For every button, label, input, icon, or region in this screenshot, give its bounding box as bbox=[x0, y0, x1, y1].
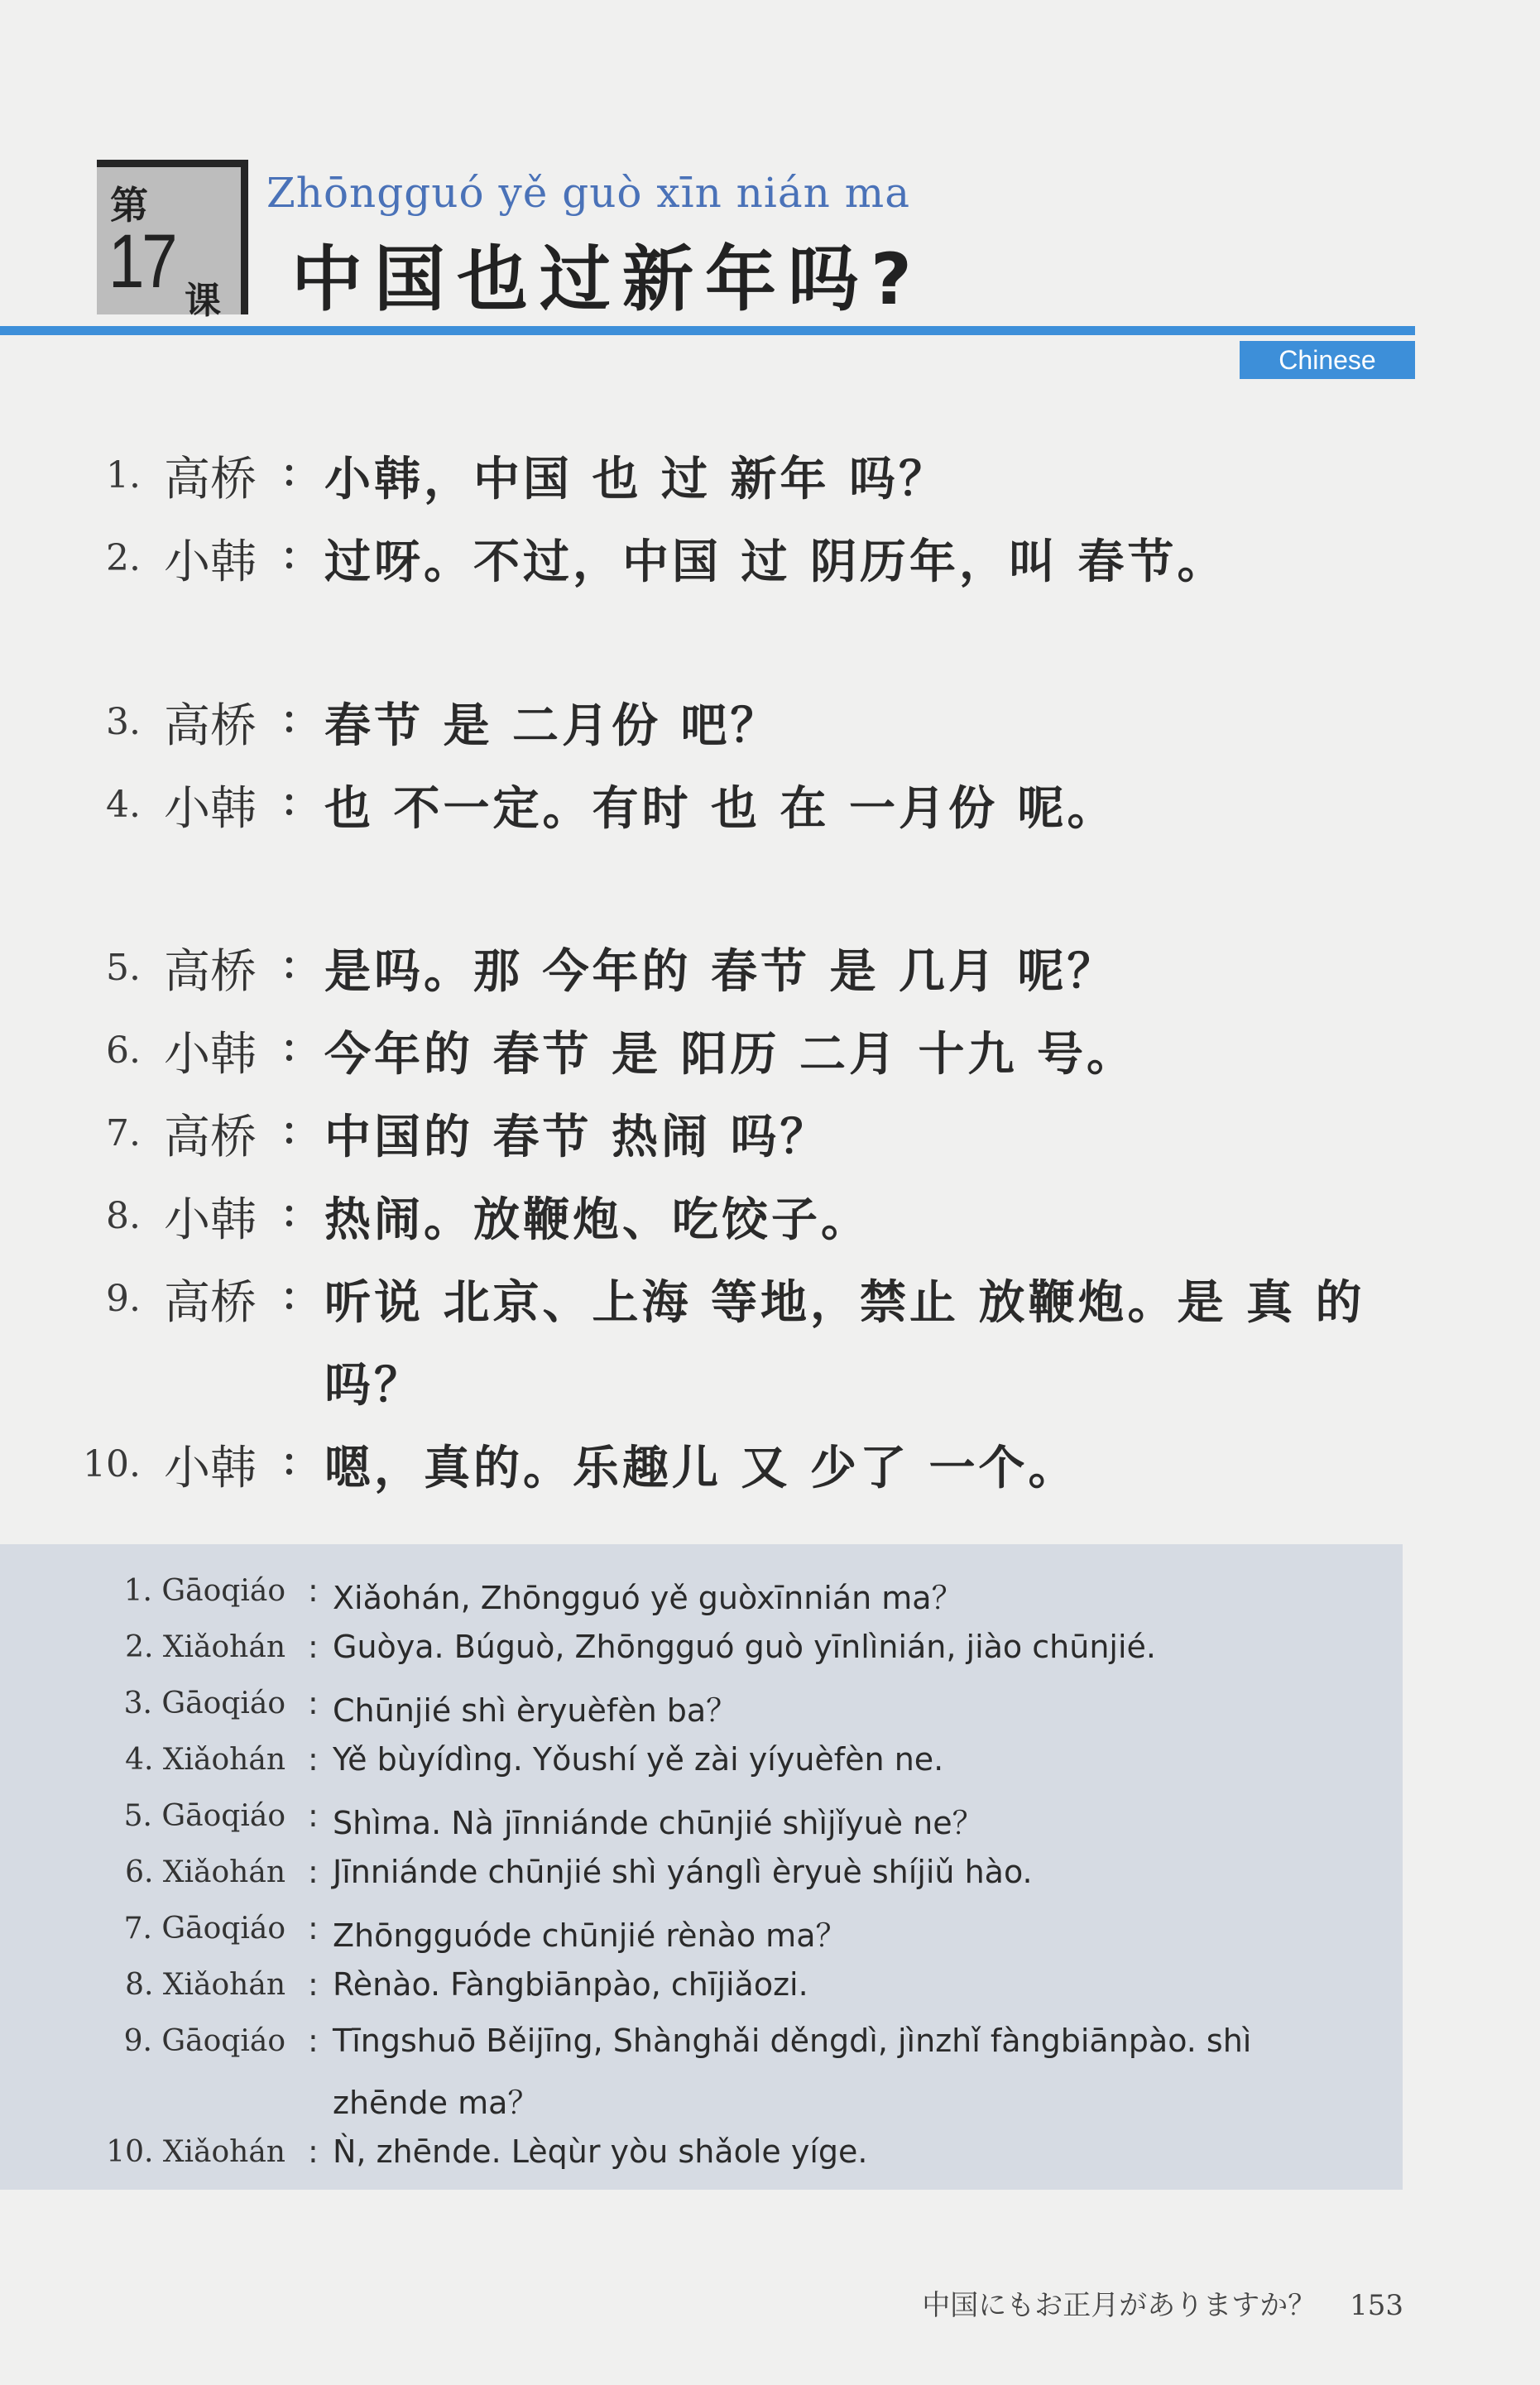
speaker: 小韩 bbox=[164, 535, 257, 589]
speaker: 高桥 bbox=[164, 1111, 257, 1164]
dialogue-text: 中国的 春节 热闹 吗？ bbox=[324, 1111, 830, 1164]
line-number: 6. bbox=[106, 1029, 141, 1072]
colon: : bbox=[281, 1101, 297, 1154]
line-number: 8. bbox=[106, 1195, 141, 1237]
dialogue-text: 春节 是 二月份 吧？ bbox=[324, 699, 780, 753]
pinyin-text-continued: zhēnde ma？ bbox=[333, 2085, 540, 2121]
speaker: 小韩 bbox=[164, 1442, 257, 1495]
pinyin-text: Xiǎohán, Zhōngguó yě guòxīnnián ma？ bbox=[333, 1580, 963, 1616]
pinyin-text: Zhōngguóde chūnjié rènào ma？ bbox=[333, 1917, 847, 1954]
pinyin-label: 7. Gāoqiáo bbox=[123, 1912, 285, 1946]
dialogue-text: 今年的 春节 是 阳历 二月 十九 号。 bbox=[324, 1028, 1136, 1082]
pinyin-text: Rènào. Fàngbiānpào, chījiǎozi. bbox=[333, 1966, 808, 2003]
speaker: 高桥 bbox=[164, 945, 257, 999]
line-number: 4. bbox=[106, 784, 141, 826]
colon: : bbox=[281, 1432, 297, 1485]
pinyin-label: 1. Gāoqiáo bbox=[123, 1574, 285, 1608]
line-number: 2. bbox=[106, 537, 141, 579]
pinyin-label: 10. Xiǎohán bbox=[106, 2135, 285, 2169]
page-number: 153 bbox=[1350, 2289, 1403, 2322]
title-pinyin: Zhōngguó yě guò xīn nián ma bbox=[266, 169, 911, 217]
speaker: 小韩 bbox=[164, 782, 257, 836]
pinyin-label: 8. Xiǎohán bbox=[125, 1968, 285, 2002]
footer-caption: 中国にもお正月がありますか？ bbox=[922, 2289, 1317, 2322]
lesson-ke-label: 课 bbox=[185, 280, 221, 322]
colon: : bbox=[281, 1018, 297, 1072]
speaker: 高桥 bbox=[164, 699, 257, 753]
colon: : bbox=[308, 1910, 319, 1946]
dialogue-text: 也 不一定。有时 也 在 一月份 呢。 bbox=[324, 782, 1117, 836]
pinyin-label: 4. Xiǎohán bbox=[125, 1743, 285, 1777]
pinyin-label: 2. Xiǎohán bbox=[125, 1630, 285, 1664]
colon: : bbox=[308, 1797, 319, 1834]
speaker: 小韩 bbox=[164, 1028, 257, 1082]
pinyin-text: Guòya. Búguò, Zhōngguó guò yīnlìnián, jiào chūnjié. bbox=[333, 1629, 1156, 1665]
pinyin-label: 3. Gāoqiáo bbox=[123, 1687, 285, 1720]
pinyin-text: Ǹ, zhēnde. Lèqùr yòu shǎole yíge. bbox=[333, 2133, 868, 2170]
speaker: 高桥 bbox=[164, 1276, 257, 1330]
colon: : bbox=[308, 1629, 319, 1665]
dialogue-text: 小韩，中国 也 过 新年 吗？ bbox=[324, 453, 948, 506]
line-number: 9. bbox=[106, 1278, 141, 1320]
colon: : bbox=[308, 2133, 319, 2170]
dialogue-text: 听说 北京、上海 等地，禁止 放鞭炮。是 真 的 bbox=[324, 1276, 1365, 1330]
page-footer bbox=[922, 2282, 1403, 2323]
pinyin-text: Tīngshuō Běijīng, Shànghǎi děngdì, jìnzhǐ fàngbiānpào. shì bbox=[333, 2023, 1252, 2059]
speaker: 高桥 bbox=[164, 453, 257, 506]
lesson-di-label: 第 bbox=[110, 183, 148, 228]
dialogue-text: 是吗。那 今年的 春节 是 几月 呢？ bbox=[324, 945, 1117, 999]
colon: : bbox=[281, 689, 297, 743]
line-number: 10. bbox=[83, 1443, 141, 1485]
lesson-number: 17 bbox=[108, 219, 175, 304]
colon: : bbox=[281, 1183, 297, 1237]
colon: : bbox=[308, 1741, 319, 1778]
lesson-badge bbox=[97, 160, 248, 322]
dialogue-text-continued: 吗？ bbox=[324, 1359, 424, 1413]
colon: : bbox=[308, 1854, 319, 1890]
pinyin-label: 5. Gāoqiáo bbox=[123, 1799, 285, 1833]
speaker: 小韩 bbox=[164, 1193, 257, 1247]
language-tag: Chinese bbox=[1240, 341, 1415, 379]
colon: : bbox=[308, 1572, 319, 1609]
pinyin-text: Shìma. Nà jīnniánde chūnjié shìjǐyuè ne？ bbox=[333, 1805, 984, 1841]
line-number: 5. bbox=[106, 947, 141, 989]
page-title: 中国也过新年吗? bbox=[291, 238, 924, 321]
colon: : bbox=[281, 1266, 297, 1320]
dialogue-text: 嗯，真的。乐趣儿 又 少了 一个。 bbox=[324, 1442, 1078, 1495]
colon: : bbox=[308, 2023, 319, 2059]
line-number: 1. bbox=[106, 454, 141, 497]
line-number: 3. bbox=[106, 701, 141, 743]
pinyin-panel bbox=[0, 1544, 1403, 2190]
header-divider bbox=[0, 326, 1415, 335]
dialogue-text: 热闹。放鞭炮、吃饺子。 bbox=[324, 1193, 871, 1247]
pinyin-text: Jīnniánde chūnjié shì yánglì èryuè shíjiǔ hào. bbox=[333, 1854, 1033, 1890]
pinyin-text: Yě bùyídìng. Yǒushí yě zài yíyuèfèn ne. bbox=[333, 1741, 944, 1778]
line-number: 7. bbox=[106, 1112, 141, 1154]
colon: : bbox=[281, 935, 297, 989]
pinyin-label: 6. Xiǎohán bbox=[125, 1855, 285, 1889]
colon: : bbox=[281, 772, 297, 826]
colon: : bbox=[281, 443, 297, 497]
pinyin-text: Chūnjié shì èryuèfèn ba？ bbox=[333, 1692, 738, 1729]
dialogue-text: 过呀。不过，中国 过 阴历年，叫 春节。 bbox=[324, 535, 1227, 589]
colon: : bbox=[308, 1685, 319, 1721]
colon: : bbox=[308, 1966, 319, 2003]
pinyin-label: 9. Gāoqiáo bbox=[123, 2024, 285, 2058]
colon: : bbox=[281, 525, 297, 579]
